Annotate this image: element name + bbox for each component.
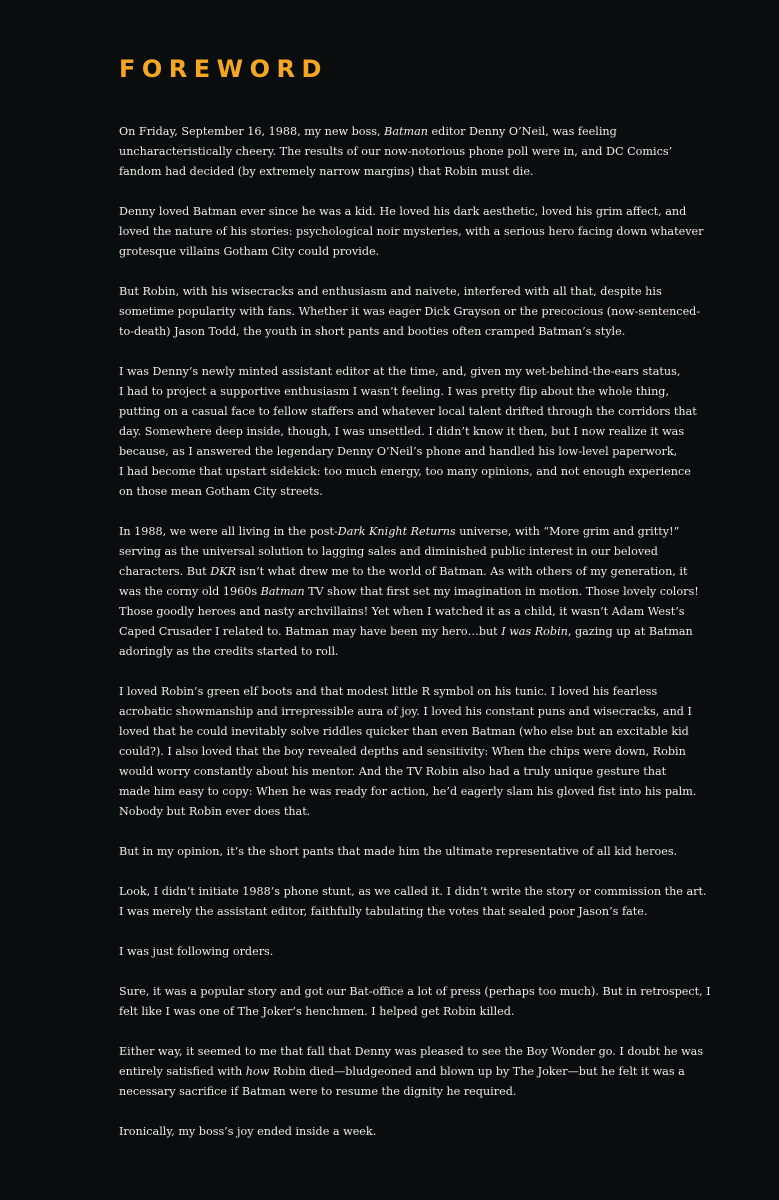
paragraph: [119, 882, 707, 922]
text-line: fandom had decided (by extremely narrow margins) that Robin must die.: [119, 165, 534, 178]
text-line: But Robin, with his wisecracks and enthusiasm and naivete, interfered with all that, despite his: [119, 285, 662, 298]
paragraph: [119, 522, 699, 662]
paragraph: [119, 942, 664, 962]
text-line: was the corny old 1960s Batman TV show that first set my imagination in motion. Those lovely colors!: [119, 585, 699, 598]
text-line: loved the nature of his stories: psychological noir mysteries, with a serious hero facing down whatever: [119, 225, 704, 238]
paragraph: [119, 362, 697, 502]
text-line: I had to project a supportive enthusiasm I wasn’t feeling. I was pretty flip about the whole thing,: [119, 385, 670, 398]
italic-text: DKR: [210, 565, 236, 578]
text-line: On Friday, September 16, 1988, my new boss, Batman editor Denny O’Neil, was feeling: [119, 125, 617, 138]
text-line: would worry constantly about his mentor. And the TV Robin also had a truly unique gesture that: [119, 765, 667, 778]
paragraph: [119, 842, 678, 862]
italic-text: Dark Knight Returns: [337, 525, 456, 538]
text-line: I had become that upstart sidekick: too much energy, too many opinions, and not enough experience: [119, 465, 691, 478]
foreword-body: [119, 122, 711, 1162]
text-line: entirely satisfied with how Robin died—bludgeoned and blown up by The Joker—but he felt it was a: [119, 1065, 685, 1078]
italic-text: I was Robin: [501, 625, 568, 638]
text-line: to-death) Jason Todd, the youth in short pants and booties often cramped Batman’s style.: [119, 325, 626, 338]
text-line: sometime popularity with fans. Whether it was eager Dick Grayson or the precocious (now-sentenced-: [119, 305, 701, 318]
paragraph: [119, 122, 673, 182]
text-line: on those mean Gotham City streets.: [119, 485, 323, 498]
text-line: loved that he could inevitably solve riddles quicker than even Batman (who else but an excitable kid: [119, 725, 689, 738]
text-line: grotesque villains Gotham City could provide.: [119, 245, 380, 258]
text-line: necessary sacrifice if Batman were to resume the dignity he required.: [119, 1085, 517, 1098]
italic-text: Batman: [384, 125, 428, 138]
text-line: characters. But DKR isn’t what drew me to the world of Batman. As with others of my generation, it: [119, 565, 688, 578]
text-line: putting on a casual face to fellow staffers and whatever local talent drifted through the corridors that: [119, 405, 697, 418]
text-line: But in my opinion, it’s the short pants that made him the ultimate representative of all kid heroes.: [119, 845, 678, 858]
text-line: I was Denny’s newly minted assistant editor at the time, and, given my wet-behind-the-ears status,: [119, 365, 681, 378]
text-line: could?). I also loved that the boy revealed depths and sensitivity: When the chips were down, Robin: [119, 745, 686, 758]
text-line: uncharacteristically cheery. The results of our now-notorious phone poll were in, and DC Comics’: [119, 145, 673, 158]
text-line: Nobody but Robin ever does that.: [119, 805, 311, 818]
text-line: I loved Robin’s green elf boots and that modest little R symbol on his tunic. I loved his fearless: [119, 685, 658, 698]
paragraph: [119, 982, 711, 1022]
text-line: Denny loved Batman ever since he was a kid. He loved his dark aesthetic, loved his grim affect, and: [119, 205, 687, 218]
page-title: FOREWORD: [119, 55, 328, 83]
text-line: serving as the universal solution to lagging sales and diminished public interest in our beloved: [119, 545, 658, 558]
text-line: Look, I didn’t initiate 1988’s phone stunt, as we called it. I didn’t write the story or commission the art.: [119, 885, 707, 898]
text-line: felt like I was one of The Joker’s henchmen. I helped get Robin killed.: [119, 1005, 515, 1018]
text-line: Caped Crusader I related to. Batman may have been my hero…but I was Robin, gazing up at Batman: [119, 625, 693, 638]
paragraph: [119, 682, 697, 822]
text-line: made him easy to copy: When he was ready for action, he’d eagerly slam his gloved fist into his palm.: [119, 785, 697, 798]
text-line: In 1988, we were all living in the post-Dark Knight Returns universe, with “More grim and gritty!”: [119, 525, 680, 538]
paragraph: [119, 1042, 704, 1102]
text-line: adoringly as the credits started to roll.: [119, 645, 339, 658]
text-line: I was just following orders.: [119, 945, 274, 958]
italic-text: Batman: [260, 585, 305, 598]
text-line: Ironically, my boss’s joy ended inside a week.: [119, 1125, 377, 1138]
paragraph: [119, 202, 704, 262]
text-line: because, as I answered the legendary Denny O’Neil’s phone and handled his low-level paperwork,: [119, 445, 678, 458]
paragraph: [119, 1122, 664, 1142]
text-line: day. Somewhere deep inside, though, I was unsettled. I didn’t know it then, but I now realize it was: [119, 425, 685, 438]
text-line: Those goodly heroes and nasty archvillains! Yet when I watched it as a child, it wasn’t Adam West’s: [119, 605, 685, 618]
italic-text: how: [245, 1065, 270, 1078]
text-line: Sure, it was a popular story and got our Bat-office a lot of press (perhaps too much). But in retrospect, I: [119, 985, 711, 998]
paragraph: [119, 282, 701, 342]
text-line: acrobatic showmanship and irrepressible aura of joy. I loved his constant puns and wisecracks, and I: [119, 705, 692, 718]
text-line: Either way, it seemed to me that fall that Denny was pleased to see the Boy Wonder go. I doubt he was: [119, 1045, 704, 1058]
text-line: I was merely the assistant editor, faithfully tabulating the votes that sealed poor Jason’s fate.: [119, 905, 648, 918]
